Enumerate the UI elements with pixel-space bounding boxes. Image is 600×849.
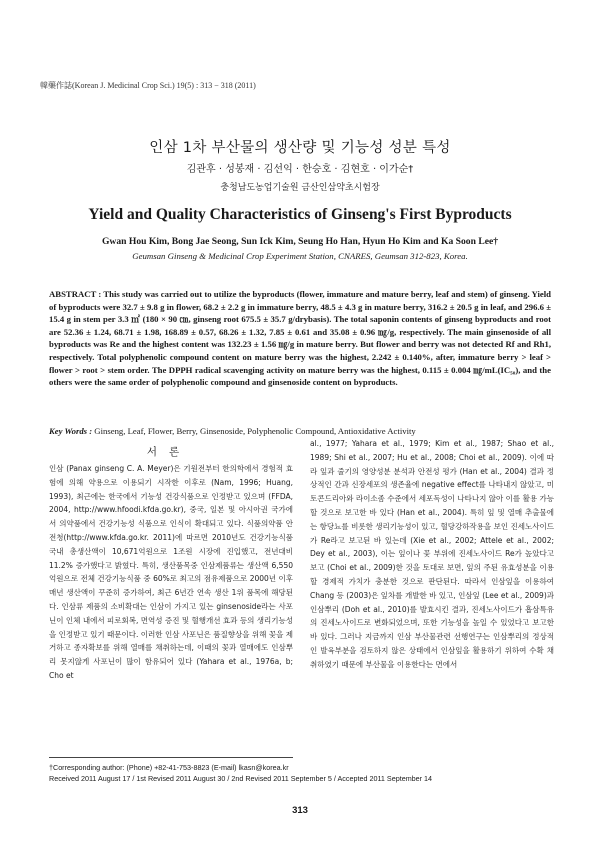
page-number: 313 — [292, 805, 308, 816]
keywords-label: Key Words : — [49, 426, 93, 436]
section-heading-introduction: 서론 — [146, 446, 192, 458]
journal-header: 韓藥作誌(Korean J. Medicinal Crop Sci.) 19(5) : 313 − 318 (2011) — [40, 81, 256, 90]
footnote — [49, 762, 432, 784]
korean-authors: 김관후 · 성봉재 · 김선익 · 한승호 · 김현호 · 이가순† — [186, 164, 414, 175]
english-affiliation: Geumsan Ginseng & Medicinal Crop Experiment Station, CNARES, Geumsan 312-823, Korea. — [132, 251, 468, 261]
footnote-divider — [49, 757, 293, 758]
english-authors: Gwan Hou Kim, Bong Jae Seong, Sun Ick Kim, Seung Ho Han, Hyun Ho Kim and Ka Soon Lee† — [101, 236, 499, 247]
footnote-received-dates: Received 2011 August 17 / 1st Revised 2011 August 30 / 2nd Revised 2011 September 5 / Accepted 2011 September 14 — [49, 774, 433, 783]
korean-title: 인삼 1차 부산물의 생산량 및 기능성 성분 특성 — [149, 140, 451, 156]
body-column-right: al., 1977; Yahara et al., 1979; Kim et al., 1987; Shao et al., 1989; Shi et al., 2007; Hu et al., 2008; Choi et al., 2009). 이에 따라 잎과 줄기의 영양성분 분석과 안전성 평가 (Han et al., 2004) 결과 정상적인 간과 신장세포의 생존율에 negative effect를 나타내지 않았고, 미토콘드리아와 라이소좀 수준에서 세포독성이 나타나지 않아 이를 활용 가능할 것으로 보고한 바 있다 (Han et al., 2004). 특히 잎 및 열매 추출물에는 항당뇨를 비롯한 생리기능성이 있고, 혈당강하작용을 보인 진세노사이드가 Re라고 보고된 바 있는데 (Xie et al., 2002; Attele et al., 2002; Dey et al., 2003), 이는 잎이나 꽃 부위에 진세노사이드 Re가 높았다고 보고 (Choi et al., 2009)한 것을 토대로 보면, 잎의 주된 유효성분을 이용할 경제적 가치가 충분한 것으로 판단된다. 따라서 인삼잎을 이용하여 Chang 등 (2003)은 잎차를 개발한 바 있고, 인삼잎 (Lee et al., 2009)과 인삼뿌리 (Doh et al., 2010)를 발효시킨 결과, 진세노사이드가 흡삼특유의 진세노사이드로 변화되었으며, 또한 기능성을 높일 수 있었다고 보고한 바 있다. 그러나 지금까지 인삼 부산물관련 선행연구는 인삼뿌리의 정상적인 발육부분을 검토하지 않은 상태에서 인삼잎을 활용하기 위하여 수확 채취하였기 때문에 부산물을 이용한다는 면에서 — [310, 439, 554, 669]
body-column-left: 인삼 (Panax ginseng C. A. Meyer)은 기원전부터 한의학에서 경험적 효험에 의해 약용으로 이용되기 시작한 이후로 (Nam, 1996; Huang, 1993), 최근에는 한국에서 기능성 건강식품으로 인정받고 있으며 (FFDA, 2004, http://www.hfoodi.kfda.go.kr), 중국, 일본 및 아시아권 국가에서 의약품에서 건강기능성 식품으로 인식이 확대되고 있다. 식품의약품 안전청(http://www.kfda.go.kr. 2011)에 따르면 2010년도 건강기능식품 국내 총생산액이 10,671억원으로 1조원 시장에 진입했고, 전년대비 11.2% 증가했다고 밝혔다. 특히, 생산품목중 인삼제품류는 생산액 6,550억원으로 전체 건강기능식품 중 60%로 최고의 점유제품으로 2000년 이후 매년 생산액이 꾸준히 증가하여, 최근 6년간 연속 생산 1위 품목에 해당된다. 인삼류 제품의 소비확대는 인삼이 가지고 있는 ginsenoside라는 사포닌이 인체 내에서 피로회복, 면역성 증진 및 혈행개선 효과 등의 생리기능성을 인정받고 있기 때문이다. 이러한 인삼 사포닌은 품질향상을 위해 꽃을 제거하고 종자확보를 위해 열매를 채취하는데, 이때의 꽃과 열매에도 인삼뿌리 못지않게 사포닌이 많이 함유되어 있다 (Yahara et al., 1976a, b; Cho et — [49, 464, 293, 680]
keywords-list: Ginseng, Leaf, Flower, Berry, Ginsenoside, Polyphenolic Compound, Antioxidative Activity — [94, 426, 416, 436]
korean-affiliation: 충청남도농업기술원 금산인삼약초시험장 — [220, 183, 380, 193]
footnote-corresponding-author: †Corresponding author: (Phone) +82-41-753-8823 (E-mail) lkasn@korea.kr — [49, 763, 289, 772]
keywords — [49, 426, 551, 436]
abstract: ABSTRACT : This study was carried out to utilize the byproducts (flower, immature and mature berry, leaf and stem) of ginseng. Yield of byproducts were 32.7 ± 9.8 g in flower, 68.2 ± 2.2 g in immature berry, 48.5 ± 4.3 g in mature berry, 316.2 ± 20.5 g in leaf, and 296.6 ± 15.4 g in stem per 3.3 ㎡ (180 × 90 ㎝, ginseng root 675.5 ± 35.7 g/drybasis). The total saponin contents of ginseng byproducts and root are 52.36 ± 1.24, 68.71 ± 1.98, 168.89 ± 0.57, 68.26 ± 1.32, 7.85 ± 0.61 and 35.08 ± 0.96 ㎎/g, respectively. The main ginsenoside of all byproducts was Re and the highest content was 132.23 ± 1.56 ㎎/g in mature berry. But flower and berry was not detected Rf and Rh1, respectively. Total polyphenolic compound content on mature berry was the highest, 2.242 ± 0.140%, after, immature berry > leaf > flower > root > stem order. The DPPH radical scavenging activity on mature berry was the highest, 0.115 ± 0.004 ㎎/mL(IC₅₀), and the others were the same order of polyphenolic compound and ginsenoside content on byproducts. — [49, 289, 551, 388]
english-title: Yield and Quality Characteristics of Ginseng's First Byproducts — [88, 206, 512, 223]
